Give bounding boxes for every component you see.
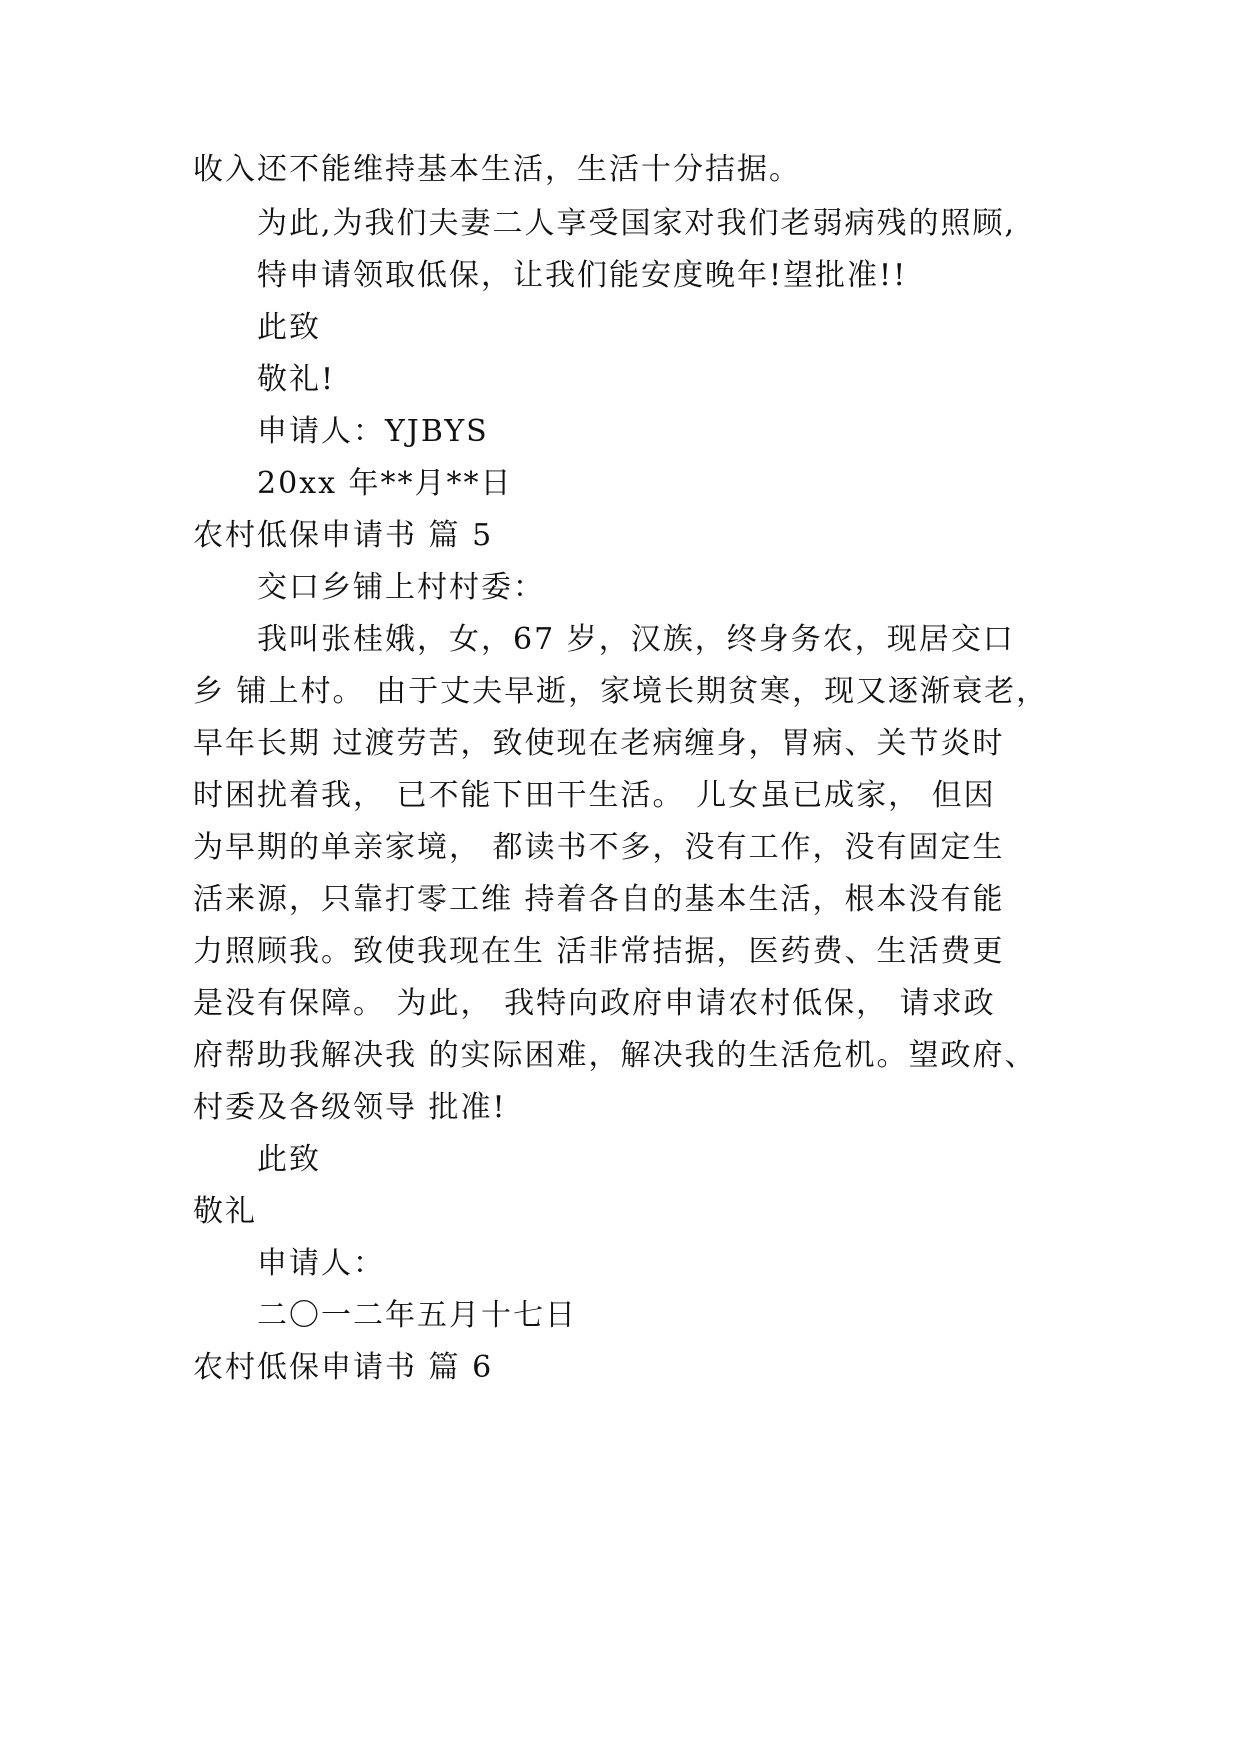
closing-salutation: 此致 xyxy=(257,1142,321,1177)
body-text-line: 我叫张桂娥，女，67 岁，汉族，终身务农，现居交口 xyxy=(257,622,1015,657)
closing-regards: 敬礼 xyxy=(193,1194,257,1229)
body-text-line: 早年长期 过渡劳苦，致使现在老病缠身，胃病、关节炎时 xyxy=(193,726,1005,761)
closing-salutation: 此致 xyxy=(257,310,321,345)
section-heading: 农村低保申请书 篇 5 xyxy=(193,518,494,553)
body-text-line: 活来源，只靠打零工维 持着各自的基本生活，根本没有能 xyxy=(193,882,1005,917)
body-text-line: 乡 铺上村。 由于丈夫早逝，家境长期贫寒，现又逐渐衰老， xyxy=(193,674,1049,709)
body-text-line: 府帮助我解决我 的实际困难，解决我的生活危机。望政府、 xyxy=(193,1038,1037,1073)
body-text-line: 时困扰着我， 已不能下田干生活。 儿女虽已成家， 但因 xyxy=(193,778,996,813)
body-text-line: 特申请领取低保，让我们能安度晚年!望批准!! xyxy=(257,258,908,293)
body-text-line: 为此,为我们夫妻二人享受国家对我们老弱病残的照顾, xyxy=(257,206,1017,241)
application-date: 二〇一二年五月十七日 xyxy=(257,1298,577,1333)
body-text-line: 为早期的单亲家境， 都读书不多，没有工作，没有固定生 xyxy=(193,830,1005,865)
closing-regards: 敬礼! xyxy=(257,362,336,397)
application-date: 20xx 年**月**日 xyxy=(257,466,513,501)
section-heading: 农村低保申请书 篇 6 xyxy=(193,1350,494,1385)
body-text-line: 村委及各级领导 批准! xyxy=(193,1090,507,1125)
body-text-line: 是没有保障。 为此， 我特向政府申请农村低保， 请求政 xyxy=(193,986,996,1021)
applicant-signature: 申请人： xyxy=(257,1246,385,1281)
body-text-line: 收入还不能维持基本生活，生活十分拮据。 xyxy=(193,152,801,187)
addressee: 交口乡铺上村村委： xyxy=(257,570,545,605)
applicant-signature: 申请人：YJBYS xyxy=(257,414,489,449)
body-text-line: 力照顾我。致使我现在生 活非常拮据，医药费、生活费更 xyxy=(193,934,1005,969)
